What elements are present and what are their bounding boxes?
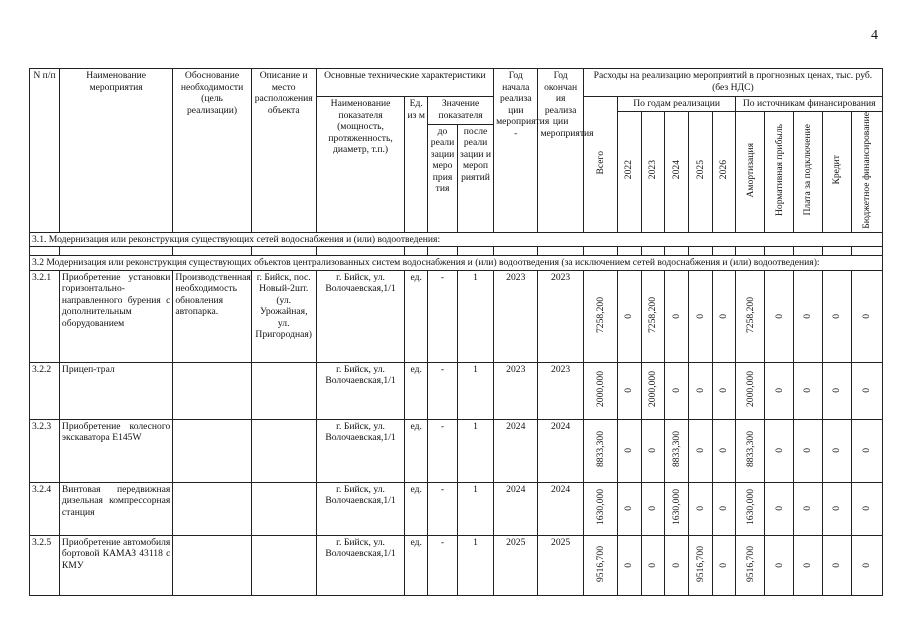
- investment-table: [29, 68, 883, 596]
- header-source-budget: Бюджетное финансирование: [851, 111, 882, 232]
- header-year-2026: 2026: [712, 111, 736, 232]
- row-value-y2024: 0: [665, 535, 689, 595]
- row-value-y2025: 0: [689, 419, 713, 482]
- row-value-s4: 0: [823, 482, 852, 535]
- row-value-total: 2000,000: [583, 362, 617, 419]
- row-num: 3.2.1: [30, 270, 60, 362]
- row-value-s3: 0: [794, 482, 823, 535]
- header-source-credit: Кредит: [823, 111, 852, 232]
- header-before: до реали зации меро прия тия: [428, 124, 458, 232]
- row-value-y2023: 0: [641, 535, 665, 595]
- row-before: -: [428, 270, 458, 362]
- header-location: Описание и место расположения объекта: [251, 69, 316, 233]
- row-reason: [173, 535, 251, 595]
- row-value-y2022: 0: [617, 535, 641, 595]
- row-value-s4: 0: [823, 419, 852, 482]
- row-unit: ед.: [405, 362, 428, 419]
- row-location: [251, 535, 316, 595]
- row-value-s1: 7258,200: [736, 270, 765, 362]
- row-num: 3.2.2: [30, 362, 60, 419]
- table-row: [30, 482, 883, 535]
- table-row: [30, 419, 883, 482]
- row-end: 2023: [538, 362, 583, 419]
- row-value-y2026: 0: [712, 270, 736, 362]
- row-value-y2024: 0: [665, 270, 689, 362]
- row-end: 2024: [538, 419, 583, 482]
- row-value-y2026: 0: [712, 419, 736, 482]
- header-source-profit: Нормативная прибыль: [765, 111, 794, 232]
- header-num: N п/п: [30, 69, 60, 233]
- row-value-s3: 0: [794, 362, 823, 419]
- row-after: 1: [457, 362, 493, 419]
- row-value-total: 9516,700: [583, 535, 617, 595]
- section-3-2: 3.2 Модернизация или реконструкция существующих объектов централизованных систем водоснабжения и (или) водоотведения (за исключением сетей водоснабжения и (или) водоотведения):: [30, 256, 883, 271]
- row-value-y2025: 0: [689, 270, 713, 362]
- header-unit: Ед. из м: [405, 97, 428, 233]
- header-year-2024: 2024: [665, 111, 689, 232]
- row-before: -: [428, 482, 458, 535]
- row-value-y2022: 0: [617, 482, 641, 535]
- row-tech: г. Бийск, ул. Волочаевская,1/1: [316, 270, 405, 362]
- row-value-y2025: 9516,700: [689, 535, 713, 595]
- row-start: 2023: [494, 362, 538, 419]
- row-end: 2025: [538, 535, 583, 595]
- row-value-total: 1630,000: [583, 482, 617, 535]
- row-before: -: [428, 535, 458, 595]
- row-end: 2024: [538, 482, 583, 535]
- row-value-y2026: 0: [712, 362, 736, 419]
- row-reason: [173, 419, 251, 482]
- header-source-amortization: Амортизация: [736, 111, 765, 232]
- row-value-y2026: 0: [712, 482, 736, 535]
- header-after: после реали зации и мероп риятий: [457, 124, 493, 232]
- row-location: [251, 362, 316, 419]
- row-location: г. Бийск, пос. Новый-2шт. (ул. Урожайная, ул. Пригородная): [251, 270, 316, 362]
- row-value-y2024: 8833,300: [665, 419, 689, 482]
- row-start: 2024: [494, 482, 538, 535]
- row-num: 3.2.4: [30, 482, 60, 535]
- row-unit: ед.: [405, 535, 428, 595]
- row-value-y2023: 0: [641, 419, 665, 482]
- row-before: -: [428, 419, 458, 482]
- table-row: [30, 270, 883, 362]
- row-value-y2025: 0: [689, 362, 713, 419]
- row-value-y2023: 0: [641, 482, 665, 535]
- row-value-s2: 0: [765, 419, 794, 482]
- header-year-start: Год начала реализа ции мероприятия -: [494, 69, 538, 233]
- row-before: -: [428, 362, 458, 419]
- row-name: Винтовая передвижная дизельная компрессорная станция: [59, 482, 172, 535]
- section-3-1: 3.1. Модернизация или реконструкция существующих сетей водоснабжения и (или) водоотведения:: [30, 232, 883, 247]
- row-after: 1: [457, 535, 493, 595]
- header-year-end: Год окончан ия реализа ции мероприятия: [538, 69, 583, 233]
- header-name: Наименование мероприятия: [59, 69, 172, 233]
- header-tech-name: Наименование показателя (мощность, протяженность, диаметр, т.п.): [316, 97, 405, 233]
- row-value-s2: 0: [765, 535, 794, 595]
- row-end: 2023: [538, 270, 583, 362]
- row-value-y2022: 0: [617, 270, 641, 362]
- row-value-s5: 0: [851, 535, 882, 595]
- row-reason: [173, 482, 251, 535]
- row-value-s5: 0: [851, 270, 882, 362]
- header-by-years: По годам реализации: [617, 97, 736, 112]
- row-reason: Производственная необходимость обновления автопарка.: [173, 270, 251, 362]
- table-row: [30, 535, 883, 595]
- row-value-total: 8833,300: [583, 419, 617, 482]
- row-tech: г. Бийск, ул. Волочаевская,1/1: [316, 535, 405, 595]
- row-start: 2023: [494, 270, 538, 362]
- header-year-2025: 2025: [689, 111, 713, 232]
- row-value-y2024: 0: [665, 362, 689, 419]
- row-value-s4: 0: [823, 362, 852, 419]
- row-value-s4: 0: [823, 270, 852, 362]
- page-number: 4: [871, 28, 878, 43]
- row-value-y2023: 7258,200: [641, 270, 665, 362]
- row-value-y2022: 0: [617, 419, 641, 482]
- row-value-s1: 2000,000: [736, 362, 765, 419]
- row-unit: ед.: [405, 270, 428, 362]
- row-num: 3.2.3: [30, 419, 60, 482]
- row-location: [251, 419, 316, 482]
- row-name: Прицеп-трал: [59, 362, 172, 419]
- row-name: Приобретение колесного экскаватора E145W: [59, 419, 172, 482]
- row-name: Приобретение автомобиля бортовой КАМАЗ 43118 с КМУ: [59, 535, 172, 595]
- row-after: 1: [457, 419, 493, 482]
- header-year-2023: 2023: [641, 111, 665, 232]
- row-value-s3: 0: [794, 270, 823, 362]
- row-value-y2023: 2000,000: [641, 362, 665, 419]
- row-value-s3: 0: [794, 419, 823, 482]
- row-num: 3.2.5: [30, 535, 60, 595]
- row-value-s5: 0: [851, 482, 882, 535]
- row-value-s1: 1630,000: [736, 482, 765, 535]
- header-year-2022: 2022: [617, 111, 641, 232]
- row-unit: ед.: [405, 419, 428, 482]
- header-reason: Обоснование необходимости (цель реализации): [173, 69, 251, 233]
- row-name: Приобретение установки горизонтально-направленного бурения с дополнительным оборудованием: [59, 270, 172, 362]
- row-value-s2: 0: [765, 270, 794, 362]
- row-value-s2: 0: [765, 362, 794, 419]
- header-by-sources: По источникам финансирования: [736, 97, 883, 112]
- row-start: 2025: [494, 535, 538, 595]
- row-value-y2024: 1630,000: [665, 482, 689, 535]
- header-source-connection-fee: Плата за подключение: [794, 111, 823, 232]
- row-value-s2: 0: [765, 482, 794, 535]
- row-tech: г. Бийск, ул. Волочаевская,1/1: [316, 419, 405, 482]
- row-value-y2025: 0: [689, 482, 713, 535]
- row-value-s3: 0: [794, 535, 823, 595]
- row-value-s4: 0: [823, 535, 852, 595]
- row-value-s5: 0: [851, 419, 882, 482]
- row-location: [251, 482, 316, 535]
- row-after: 1: [457, 482, 493, 535]
- row-after: 1: [457, 270, 493, 362]
- row-value-s5: 0: [851, 362, 882, 419]
- row-unit: ед.: [405, 482, 428, 535]
- row-value-s1: 8833,300: [736, 419, 765, 482]
- row-reason: [173, 362, 251, 419]
- header-total: Всего: [583, 97, 617, 233]
- row-value-y2026: 0: [712, 535, 736, 595]
- row-start: 2024: [494, 419, 538, 482]
- header-costs: Расходы на реализацию мероприятий в прогнозных ценах, тыс. руб. (без НДС): [583, 69, 882, 97]
- row-value-total: 7258,200: [583, 270, 617, 362]
- row-tech: г. Бийск, ул. Волочаевская,1/1: [316, 482, 405, 535]
- row-tech: г. Бийск, ул. Волочаевская,1/1: [316, 362, 405, 419]
- table-row: [30, 362, 883, 419]
- header-tech: Основные технические характеристики: [316, 69, 493, 97]
- header-value: Значение показателя: [428, 97, 494, 125]
- row-value-y2022: 0: [617, 362, 641, 419]
- row-value-s1: 9516,700: [736, 535, 765, 595]
